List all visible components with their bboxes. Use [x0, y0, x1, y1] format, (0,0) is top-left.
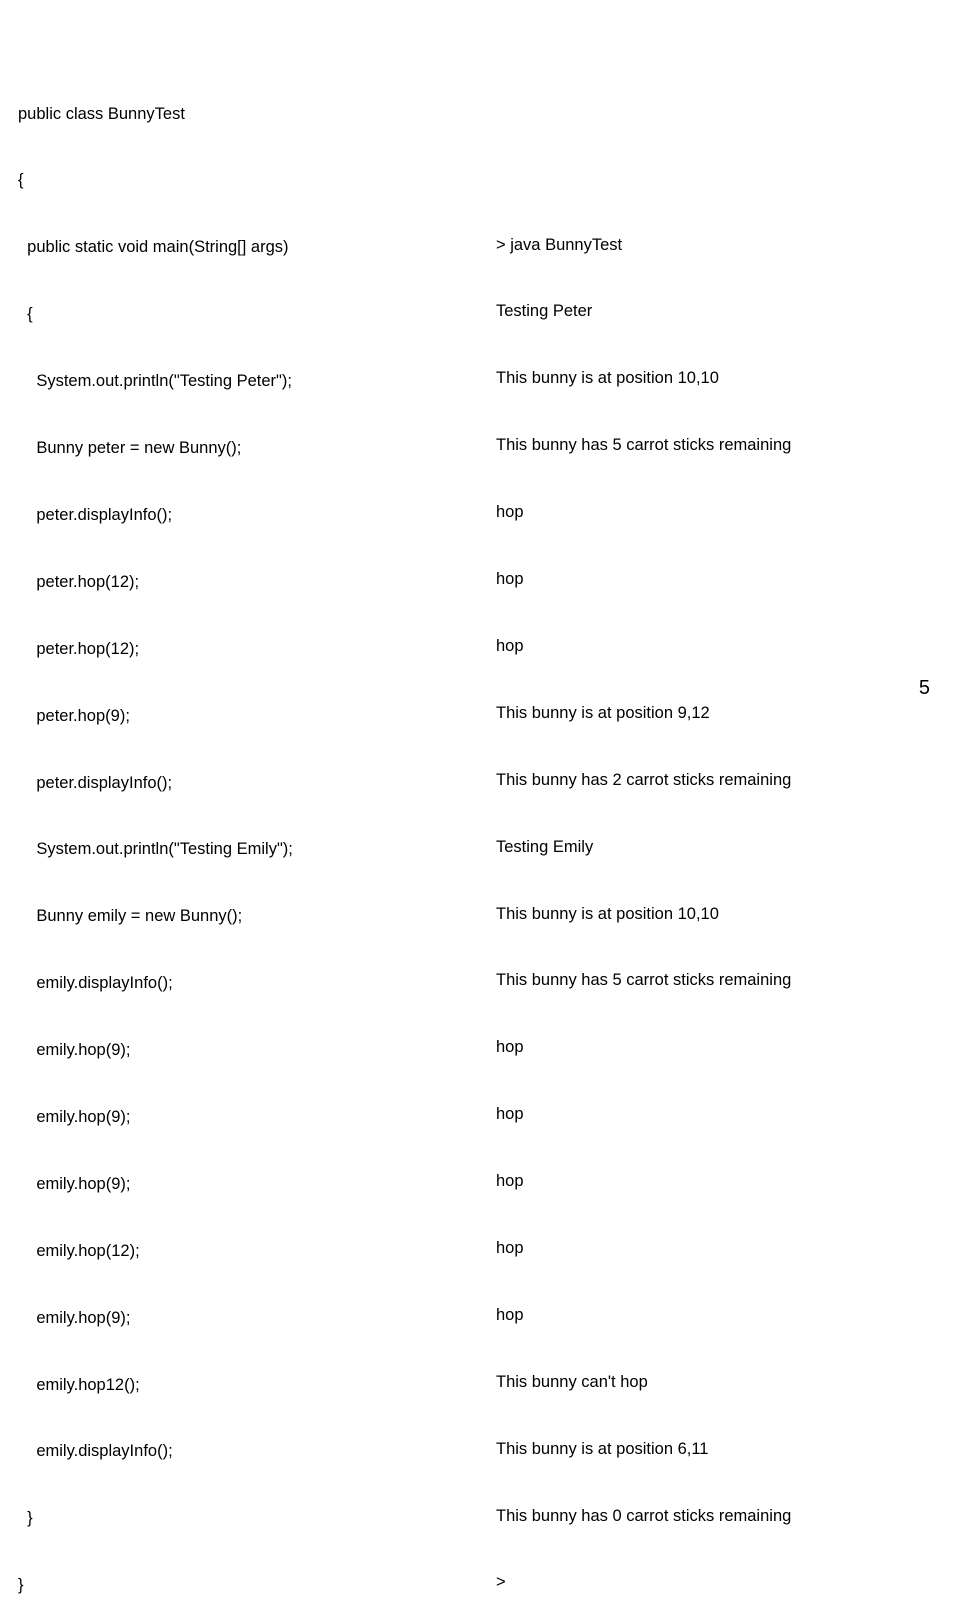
output-line: > java BunnyTest — [496, 235, 623, 254]
code-line: peter.hop(9); — [18, 706, 130, 725]
code-line: emily.displayInfo(); — [18, 1442, 173, 1461]
output-line: This bunny can't hop — [496, 1372, 648, 1391]
page-number: 5 — [918, 677, 930, 699]
code-line: emily.hop12(); — [18, 1375, 140, 1394]
output-line: hop — [496, 1238, 524, 1257]
output-line: hop — [496, 1172, 524, 1191]
code-line: peter.hop(12); — [18, 639, 140, 658]
code-line: } — [18, 1509, 33, 1528]
output-line: This bunny is at position 10,10 — [496, 904, 719, 923]
output-line: Testing Emily — [496, 837, 594, 856]
code-line: Bunny peter = new Bunny(); — [18, 439, 242, 458]
code-line: emily.hop(9); — [18, 1174, 131, 1193]
output-line: hop — [496, 636, 524, 655]
code-line: peter.displayInfo(); — [18, 773, 173, 792]
code-line: emily.hop(9); — [18, 1308, 131, 1327]
output-line: > — [496, 1573, 506, 1592]
code-line: peter.displayInfo(); — [18, 505, 173, 524]
code-listing — [18, 58, 458, 1619]
output-line: This bunny has 5 carrot sticks remaining — [496, 971, 792, 990]
code-line: } — [18, 1576, 24, 1595]
output-line: hop — [496, 570, 524, 589]
output-line: Testing Peter — [496, 302, 593, 321]
code-line: { — [18, 171, 24, 190]
code-line: emily.hop(9); — [18, 1041, 131, 1060]
code-line: peter.hop(12); — [18, 572, 140, 591]
output-line: This bunny has 2 carrot sticks remaining — [496, 770, 792, 789]
code-line: System.out.println("Testing Peter"); — [18, 372, 292, 391]
output-line: hop — [496, 1305, 524, 1324]
console-output — [496, 189, 936, 1616]
code-line: { — [18, 305, 33, 324]
code-line: public class BunnyTest — [18, 104, 185, 123]
output-line: This bunny is at position 9,12 — [496, 703, 710, 722]
output-line: hop — [496, 1105, 524, 1124]
output-line: This bunny has 0 carrot sticks remaining — [496, 1506, 792, 1525]
output-line: hop — [496, 1038, 524, 1057]
output-line: hop — [496, 503, 524, 522]
output-line: This bunny has 5 carrot sticks remaining — [496, 436, 792, 455]
code-line: System.out.println("Testing Emily"); — [18, 840, 293, 859]
code-line: public static void main(String[] args) — [18, 238, 289, 257]
code-line: Bunny emily = new Bunny(); — [18, 907, 243, 926]
code-line: emily.hop(9); — [18, 1107, 131, 1126]
output-line: This bunny is at position 6,11 — [496, 1439, 709, 1458]
code-line: emily.hop(12); — [18, 1241, 140, 1260]
code-line: emily.displayInfo(); — [18, 974, 173, 993]
output-line: This bunny is at position 10,10 — [496, 369, 719, 388]
